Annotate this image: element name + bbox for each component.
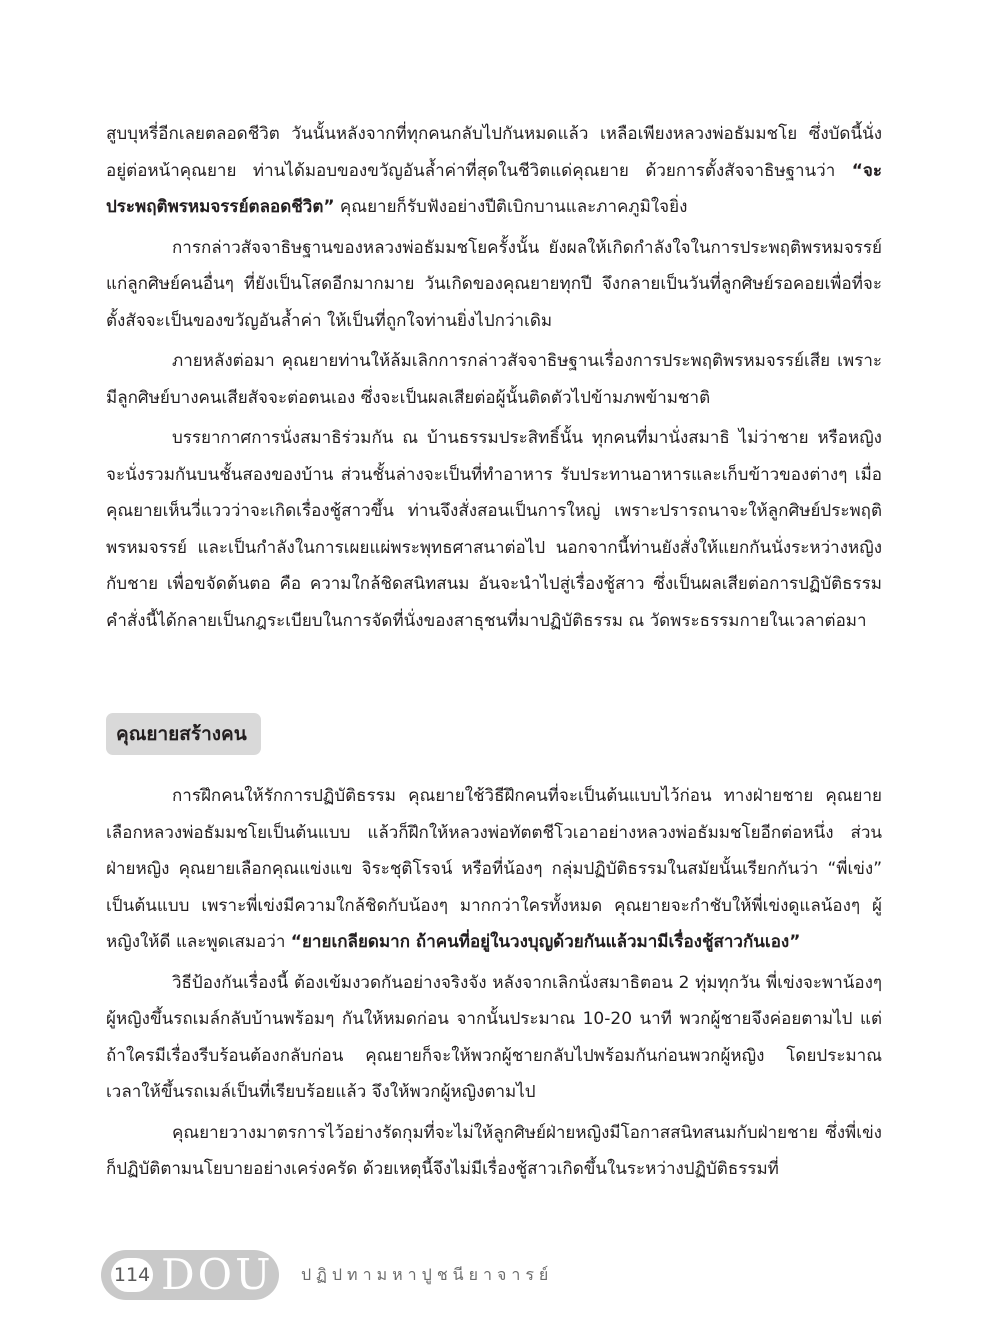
text-run: คุณยายวางมาตรการไว้อย่างรัดกุมที่จะไม่ให้ลูกศิษย์ฝ่ายหญิงมีโอกาสสนิทสนมกับฝ่ายชาย ซึ่งพี่เข่งก็ปฏิบัติตามนโยบายอย่างเคร่งครัด ด้วยเหตุนี้จึงไม่มีเรื่องชู้สาวเกิดขึ้นในระหว่างปฏิบัติธรรมที่ — [106, 1122, 882, 1179]
paragraph — [106, 778, 882, 961]
paragraph — [106, 230, 882, 340]
paragraph — [106, 420, 882, 639]
page-footer — [101, 1250, 553, 1300]
text-run: ภายหลังต่อมา คุณยายท่านให้ล้มเลิกการกล่าวสัจจาธิษฐานเรื่องการประพฤติพรหมจรรย์เสีย เพราะมีลูกศิษย์บางคนเสียสัจจะต่อตนเอง ซึ่งจะเป็นผลเสียต่อผู้นั้นติดตัวไปข้ามภพข้ามชาติ — [106, 351, 882, 408]
paragraph — [106, 116, 882, 226]
text-run: บรรยากาศการนั่งสมาธิร่วมกัน ณ บ้านธรรมประสิทธิ์นั้น ทุกคนที่มานั่งสมาธิ ไม่ว่าชาย หรือหญิง จะนั่งรวมกันบนชั้นสองของบ้าน ส่วนชั้นล่างจะเป็นที่ทำอาหาร รับประทานอาหารและเก็บข้าวของต่างๆ เมื่อคุณยายเห็นวี่แววว่าจะเกิดเรื่องชู้สาวขึ้น ท่านจึงสั่งสอนเป็นการใหญ่ เพราะปรารถนาจะให้ลูกศิษย์ประพฤติพรหมจรรย์ และเป็นกำลังในการเผยแผ่พระพุทธศาสนาต่อไป นอกจากนี้ท่านยังสั่งให้แยกกันนั่งระหว่างหญิงกับชาย เพื่อขจัดต้นตอ คือ ความใกล้ชิดสนิทสนม อันจะนำไปสู่เรื่องชู้สาว ซึ่งเป็นผลเสียต่อการปฏิบัติธรรม คำสั่งนี้ได้กลายเป็นกฎระเบียบในการจัดที่นั่งของสาธุชนที่มาปฏิบัติธรรม ณ วัดพระธรรมกายในเวลาต่อมา — [106, 428, 882, 631]
footer-badge — [101, 1250, 279, 1300]
quote-bold: “จะประพฤติพรหมจรรย์ตลอดชีวิต” — [106, 160, 882, 217]
text-run: คุณยายก็รับฟังอย่างปีติเบิกบานและภาคภูมิใจยิ่ง — [334, 197, 688, 217]
dou-logo: DOU — [161, 1250, 274, 1299]
body-text-top — [106, 116, 882, 639]
paragraph — [106, 343, 882, 416]
text-run: การฝึกคนให้รักการปฏิบัติธรรม คุณยายใช้วิธีฝึกคนที่จะเป็นต้นแบบไว้ก่อน ทางฝ่ายชาย คุณยายเลือกหลวงพ่อธัมมชโยเป็นต้นแบบ แล้วก็ฝึกให้หลวงพ่อทัตตชีโวเอาอย่างหลวงพ่อธัมมชโยอีกต่อหนึ่ง ส่วนฝ่ายหญิง คุณยายเลือกคุณแข่งแข จิระชุติโรจน์ หรือที่น้องๆ กลุ่มปฏิบัติธรรมในสมัยนั้นเรียกกันว่า “พี่เข่ง” เป็นต้นแบบ เพราะพี่เข่งมีความใกล้ชิดกับน้องๆ มากกว่าใครทั้งหมด คุณยายจะกำชับให้พี่เข่งดูแลน้องๆ ผู้หญิงให้ดี และพูดเสมอว่า — [106, 786, 882, 952]
text-run: การกล่าวสัจจาธิษฐานของหลวงพ่อธัมมชโยครั้งนั้น ยังผลให้เกิดกำลังใจในการประพฤติพรหมจรรย์แก่ลูกศิษย์คนอื่นๆ ที่ยังเป็นโสดอีกมากมาย วันเกิดของคุณยายทุกปี จึงกลายเป็นวันที่ลูกศิษย์รอคอยเพื่อที่จะตั้งสัจจะเป็นของขวัญอันล้ำค่า ให้เป็นที่ถูกใจท่านยิ่งไปกว่าเดิม — [106, 237, 882, 331]
book-title: ปฏิปทามหาปูชนียาจารย์ — [301, 1264, 554, 1284]
text-run: สูบบุหรี่อีกเลยตลอดชีวิต วันนั้นหลังจากที่ทุกคนกลับไปกันหมดแล้ว เหลือเพียงหลวงพ่อธัมมชโย ซึ่งบัดนี้นั่งอยู่ต่อหน้าคุณยาย ท่านได้มอบของขวัญอันล้ำค่าที่สุดในชีวิตแด่คุณยาย ด้วยการตั้งสัจจาธิษฐานว่า — [106, 124, 882, 181]
text-run: วิธีป้องกันเรื่องนี้ ต้องเข้มงวดกันอย่างจริงจัง หลังจากเลิกนั่งสมาธิตอน 2 ทุ่มทุกวัน พี่เข่งจะพาน้องๆ ผู้หญิงขึ้นรถเมล์กลับบ้านพร้อมๆ กันให้หมดก่อน จากนั้นประมาณ 10-20 นาที พวกผู้ชายจึงค่อยตามไป แต่ถ้าใครมีเรื่องรีบร้อนต้องกลับก่อน คุณยายก็จะให้พวกผู้ชายกลับไปพร้อมกันก่อนพวกผู้หญิง โดยประมาณเวลาให้ขึ้นรถเมล์เป็นที่เรียบร้อยแล้ว จึงให้พวกผู้หญิงตามไป — [106, 972, 882, 1102]
page-number: 114 — [111, 1258, 153, 1292]
paragraph — [106, 965, 882, 1111]
section-heading: คุณยายสร้างคน — [106, 713, 261, 755]
paragraph — [106, 1115, 882, 1188]
quote-bold: “ยายเกลียดมาก ถ้าคนที่อยู่ในวงบุญด้วยกันแล้วมามีเรื่องชู้สาวกันเอง” — [290, 932, 801, 952]
body-text-section — [106, 778, 882, 1188]
